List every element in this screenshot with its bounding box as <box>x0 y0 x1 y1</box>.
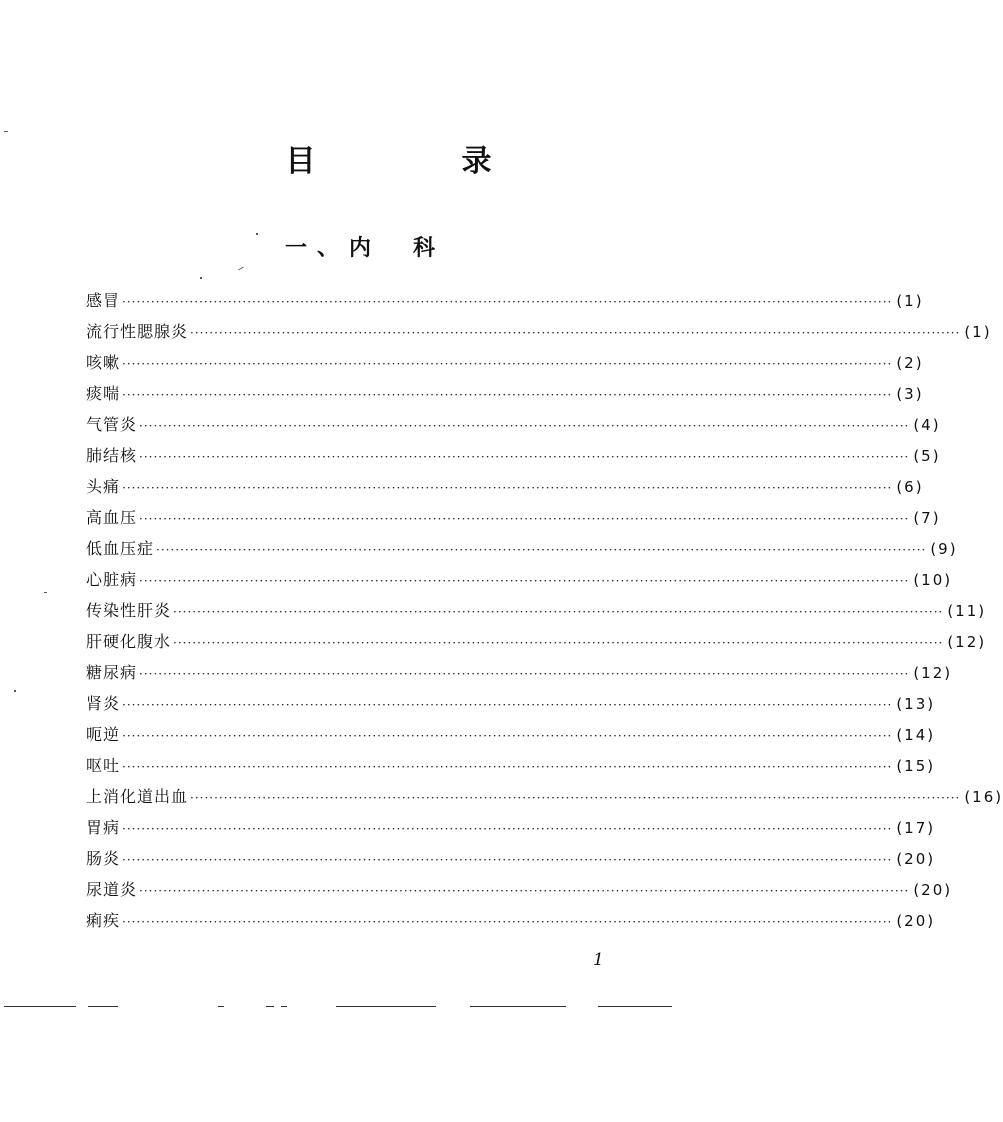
toc-entry-page: (13) <box>896 695 936 713</box>
toc-entry-page: (14) <box>896 726 936 744</box>
toc-entry <box>86 595 987 626</box>
dot-leader: ································································································································································ <box>122 388 893 402</box>
dot-leader: ································································································································································ <box>173 605 944 619</box>
toc-entry-title: 肺结核 <box>86 446 138 465</box>
toc-entry-page: (15) <box>896 757 936 775</box>
dot-leader: ································································································································································ <box>139 419 910 433</box>
toc-entry-title: 痢疾 <box>86 911 121 930</box>
toc-entry <box>86 626 987 657</box>
toc-entry-title: 痰喘 <box>86 384 121 403</box>
toc-entry <box>86 471 924 502</box>
section-heading: 一、内 科 <box>284 235 445 261</box>
toc-entry-page: (20) <box>913 881 953 899</box>
toc-entry <box>86 781 1003 812</box>
toc-entry-title: 上消化道出血 <box>86 787 189 806</box>
page-title: 目 录 <box>285 144 550 179</box>
scan-speck <box>14 690 16 692</box>
scan-speck <box>200 277 202 279</box>
toc-entry <box>86 285 924 316</box>
toc-entry-title: 气管炎 <box>86 415 138 434</box>
scan-rule <box>281 1006 287 1007</box>
toc-entry-page: (20) <box>896 912 936 930</box>
toc-entry-page: (10) <box>913 571 953 589</box>
toc-entry <box>86 316 992 347</box>
dot-leader: ································································································································································ <box>122 698 893 712</box>
dot-leader: ································································································································································ <box>139 512 910 526</box>
dot-leader: ································································································································································ <box>122 357 893 371</box>
toc-entry-page: (7) <box>913 509 941 527</box>
dot-leader: ································································································································································ <box>122 729 893 743</box>
toc-entry-title: 胃病 <box>86 818 121 837</box>
toc-entry <box>86 440 941 471</box>
dot-leader: ································································································································································ <box>139 574 910 588</box>
toc-entry-title: 高血压 <box>86 508 138 527</box>
toc-entry <box>86 409 941 440</box>
scan-rule <box>88 1006 118 1007</box>
dot-leader: ································································································································································ <box>122 853 893 867</box>
toc-entry-title: 感冒 <box>86 291 121 310</box>
dot-leader: ································································································································································ <box>122 481 893 495</box>
scan-rule <box>266 1006 274 1007</box>
toc-entry-title: 呃逆 <box>86 725 121 744</box>
toc-entry-page: (6) <box>896 478 924 496</box>
scan-speck <box>238 267 244 271</box>
scan-rule <box>218 1006 224 1007</box>
dot-leader: ································································································································································ <box>122 295 893 309</box>
dot-leader: ································································································································································ <box>139 884 910 898</box>
toc-entry-page: (12) <box>913 664 953 682</box>
toc-entry <box>86 719 936 750</box>
dot-leader: ································································································································································ <box>190 791 961 805</box>
toc-entry <box>86 347 924 378</box>
toc-entry-page: (4) <box>913 416 941 434</box>
dot-leader: ································································································································································ <box>139 667 910 681</box>
toc-entry <box>86 502 941 533</box>
scan-rule <box>598 1006 672 1007</box>
toc-entry-page: (5) <box>913 447 941 465</box>
toc-entry <box>86 874 953 905</box>
toc-entry-page: (12) <box>947 633 987 651</box>
scan-speck <box>4 131 8 132</box>
toc-entry-title: 低血压症 <box>86 539 155 558</box>
toc-entry <box>86 750 936 781</box>
toc-entry-title: 传染性肝炎 <box>86 601 172 620</box>
dot-leader: ································································································································································ <box>122 760 893 774</box>
toc-entry-page: (16) <box>964 788 1003 806</box>
toc-entry <box>86 688 936 719</box>
scan-speck <box>44 592 47 593</box>
dot-leader: ································································································································································ <box>156 543 927 557</box>
dot-leader: ································································································································································ <box>139 450 910 464</box>
dot-leader: ································································································································································ <box>122 915 893 929</box>
toc-entry-page: (3) <box>896 385 924 403</box>
toc-entry-title: 呕吐 <box>86 756 121 775</box>
toc-entry-page: (17) <box>896 819 936 837</box>
toc-entry-title: 糖尿病 <box>86 663 138 682</box>
toc-entry <box>86 843 936 874</box>
toc-entry-title: 肝硬化腹水 <box>86 632 172 651</box>
toc-entry-title: 头痛 <box>86 477 121 496</box>
toc-entry <box>86 905 936 936</box>
dot-leader: ································································································································································ <box>173 636 944 650</box>
toc-entry-page: (9) <box>930 540 958 558</box>
toc-entry-title: 心脏病 <box>86 570 138 589</box>
toc-entry-page: (2) <box>896 354 924 372</box>
toc-entry-page: (20) <box>896 850 936 868</box>
toc-entry-page: (1) <box>896 292 924 310</box>
toc-entry <box>86 533 958 564</box>
toc-entry <box>86 812 936 843</box>
page-number: 1 <box>593 950 604 970</box>
toc-entry-title: 尿道炎 <box>86 880 138 899</box>
toc-entry-title: 流行性腮腺炎 <box>86 322 189 341</box>
toc-entry <box>86 378 924 409</box>
toc-entry <box>86 657 953 688</box>
toc-entry-title: 肠炎 <box>86 849 121 868</box>
scan-rule <box>470 1006 566 1007</box>
dot-leader: ································································································································································ <box>190 326 961 340</box>
toc-entry-page: (11) <box>947 602 987 620</box>
toc-entry <box>86 564 953 595</box>
toc-entry-page: (1) <box>964 323 992 341</box>
toc-entry-title: 咳嗽 <box>86 353 121 372</box>
scan-rule <box>336 1006 436 1007</box>
toc-entry-title: 肾炎 <box>86 694 121 713</box>
dot-leader: ································································································································································ <box>122 822 893 836</box>
scan-rule <box>4 1006 76 1007</box>
table-of-contents <box>86 285 1003 936</box>
scan-speck <box>256 233 258 235</box>
